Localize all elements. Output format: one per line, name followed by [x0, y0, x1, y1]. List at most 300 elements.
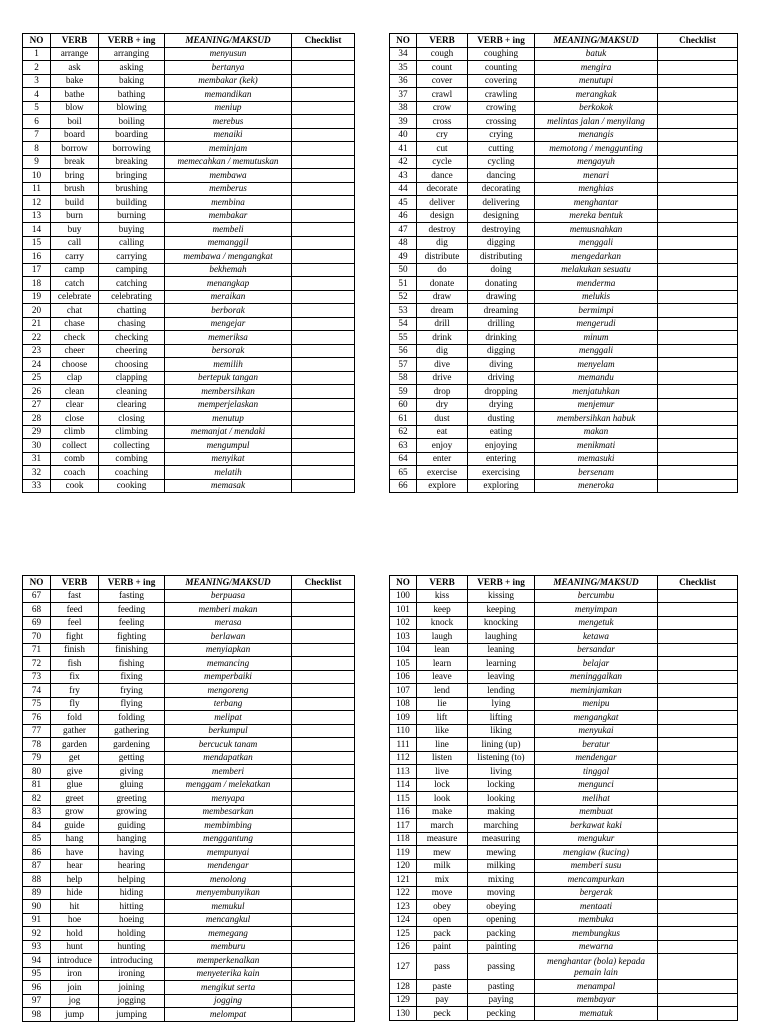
- row-number: 50: [390, 263, 417, 277]
- checklist-cell[interactable]: [658, 643, 738, 657]
- table-body: [23, 589, 355, 1021]
- verb-cell: move: [417, 886, 468, 900]
- verb-cell: camp: [51, 263, 99, 277]
- verb-ing-cell: digging: [468, 344, 535, 358]
- row-number: 61: [390, 412, 417, 426]
- checklist-cell[interactable]: [292, 967, 355, 981]
- checklist-cell[interactable]: [292, 358, 355, 372]
- verb-cell: drink: [417, 331, 468, 345]
- meaning-cell: memukul: [165, 900, 292, 914]
- checklist-cell[interactable]: [292, 209, 355, 223]
- meaning-cell: mengikut serta: [165, 981, 292, 995]
- verb-cell: pass: [417, 954, 468, 980]
- checklist-cell[interactable]: [658, 873, 738, 887]
- table-row: [390, 425, 738, 439]
- meaning-cell: memperbaiki: [165, 670, 292, 684]
- row-number: 31: [23, 452, 51, 466]
- checklist-cell[interactable]: [658, 439, 738, 453]
- checklist-cell[interactable]: [292, 331, 355, 345]
- verb-ing-cell: fixing: [99, 670, 165, 684]
- row-number: 54: [390, 317, 417, 331]
- header-verb: VERB: [51, 576, 99, 590]
- checklist-cell[interactable]: [292, 765, 355, 779]
- table-row: [23, 398, 355, 412]
- row-number: 118: [390, 832, 417, 846]
- meaning-cell: membersihkan habuk: [535, 412, 658, 426]
- checklist-cell[interactable]: [658, 344, 738, 358]
- checklist-cell[interactable]: [292, 886, 355, 900]
- row-number: 4: [23, 88, 51, 102]
- checklist-cell[interactable]: [292, 630, 355, 644]
- verb-ing-cell: gardening: [99, 738, 165, 752]
- checklist-cell[interactable]: [292, 927, 355, 941]
- checklist-cell[interactable]: [292, 711, 355, 725]
- verb-cell: fix: [51, 670, 99, 684]
- checklist-cell[interactable]: [658, 832, 738, 846]
- header-verb-ing: VERB + ing: [99, 34, 165, 48]
- verb-ing-cell: crying: [468, 128, 535, 142]
- verb-ing-cell: fishing: [99, 657, 165, 671]
- checklist-cell[interactable]: [292, 385, 355, 399]
- row-number: 16: [23, 250, 51, 264]
- checklist-cell[interactable]: [292, 317, 355, 331]
- table-row: [23, 196, 355, 210]
- verb-ing-cell: calling: [99, 236, 165, 250]
- row-number: 1: [23, 47, 51, 61]
- checklist-cell[interactable]: [658, 412, 738, 426]
- meaning-cell: meneroka: [535, 479, 658, 493]
- checklist-cell[interactable]: [292, 196, 355, 210]
- checklist-cell[interactable]: [292, 452, 355, 466]
- table-row: [390, 61, 738, 75]
- row-number: 43: [390, 169, 417, 183]
- meaning-cell: mengetuk: [535, 616, 658, 630]
- table-row: [23, 886, 355, 900]
- meaning-cell: memotong / menggunting: [535, 142, 658, 156]
- checklist-cell[interactable]: [658, 993, 738, 1007]
- checklist-cell[interactable]: [658, 371, 738, 385]
- checklist-cell[interactable]: [292, 616, 355, 630]
- checklist-cell[interactable]: [292, 832, 355, 846]
- table-row: [390, 738, 738, 752]
- verb-ing-cell: holding: [99, 927, 165, 941]
- checklist-cell[interactable]: [292, 115, 355, 129]
- verb-cell: iron: [51, 967, 99, 981]
- checklist-cell[interactable]: [658, 61, 738, 75]
- verb-ing-cell: donating: [468, 277, 535, 291]
- verb-ing-cell: celebrating: [99, 290, 165, 304]
- checklist-cell[interactable]: [292, 466, 355, 480]
- verb-cell: design: [417, 209, 468, 223]
- table-row: [390, 778, 738, 792]
- verb-cell: pack: [417, 927, 468, 941]
- table-row: [23, 371, 355, 385]
- verb-ing-cell: drilling: [468, 317, 535, 331]
- meaning-cell: mencangkul: [165, 913, 292, 927]
- checklist-cell[interactable]: [292, 913, 355, 927]
- checklist-cell[interactable]: [658, 913, 738, 927]
- checklist-cell[interactable]: [658, 182, 738, 196]
- checklist-cell[interactable]: [292, 778, 355, 792]
- table-row: [390, 182, 738, 196]
- checklist-cell[interactable]: [658, 263, 738, 277]
- checklist-cell[interactable]: [658, 657, 738, 671]
- checklist-cell[interactable]: [658, 277, 738, 291]
- checklist-cell[interactable]: [292, 873, 355, 887]
- row-number: 119: [390, 846, 417, 860]
- row-number: 109: [390, 711, 417, 725]
- verb-cell: hunt: [51, 940, 99, 954]
- header-checklist: Checklist: [292, 576, 355, 590]
- meaning-cell: jogging: [165, 994, 292, 1008]
- row-number: 68: [23, 603, 51, 617]
- checklist-cell[interactable]: [292, 900, 355, 914]
- checklist-cell[interactable]: [658, 846, 738, 860]
- checklist-cell[interactable]: [292, 805, 355, 819]
- checklist-cell[interactable]: [292, 263, 355, 277]
- verb-ing-cell: chatting: [99, 304, 165, 318]
- row-number: 111: [390, 738, 417, 752]
- verb-cell: cheer: [51, 344, 99, 358]
- checklist-cell[interactable]: [658, 819, 738, 833]
- checklist-cell[interactable]: [292, 940, 355, 954]
- table-row: [390, 913, 738, 927]
- checklist-cell[interactable]: [292, 981, 355, 995]
- meaning-cell: memusnahkan: [535, 223, 658, 237]
- checklist-cell[interactable]: [658, 778, 738, 792]
- checklist-cell[interactable]: [658, 792, 738, 806]
- table-row: [23, 657, 355, 671]
- meaning-cell: meninggalkan: [535, 670, 658, 684]
- checklist-cell[interactable]: [658, 697, 738, 711]
- checklist-cell[interactable]: [292, 1008, 355, 1022]
- checklist-cell[interactable]: [658, 900, 738, 914]
- header-meaning: MEANING/MAKSUD: [165, 34, 292, 48]
- checklist-cell[interactable]: [292, 697, 355, 711]
- checklist-cell[interactable]: [292, 61, 355, 75]
- checklist-cell[interactable]: [292, 439, 355, 453]
- checklist-cell[interactable]: [292, 290, 355, 304]
- checklist-cell[interactable]: [292, 250, 355, 264]
- verb-ing-cell: hiding: [99, 886, 165, 900]
- table-row: [23, 209, 355, 223]
- verb-ing-cell: coaching: [99, 466, 165, 480]
- checklist-cell[interactable]: [292, 684, 355, 698]
- checklist-cell[interactable]: [658, 940, 738, 954]
- verb-ing-cell: guiding: [99, 819, 165, 833]
- checklist-cell[interactable]: [658, 223, 738, 237]
- checklist-cell[interactable]: [658, 616, 738, 630]
- checklist-cell[interactable]: [292, 371, 355, 385]
- checklist-cell[interactable]: [658, 385, 738, 399]
- checklist-cell[interactable]: [658, 684, 738, 698]
- checklist-cell[interactable]: [658, 589, 738, 603]
- verb-ing-cell: fighting: [99, 630, 165, 644]
- meaning-cell: menyusun: [165, 47, 292, 61]
- checklist-cell[interactable]: [658, 88, 738, 102]
- verb-cell: exercise: [417, 466, 468, 480]
- checklist-cell[interactable]: [658, 738, 738, 752]
- checklist-cell[interactable]: [658, 980, 738, 994]
- meaning-cell: mencampurkan: [535, 873, 658, 887]
- checklist-cell[interactable]: [658, 398, 738, 412]
- checklist-cell[interactable]: [658, 128, 738, 142]
- checklist-cell[interactable]: [292, 738, 355, 752]
- checklist-cell[interactable]: [292, 155, 355, 169]
- verb-ing-cell: jogging: [99, 994, 165, 1008]
- checklist-cell[interactable]: [292, 751, 355, 765]
- checklist-cell[interactable]: [658, 630, 738, 644]
- verb-cell: collect: [51, 439, 99, 453]
- checklist-cell[interactable]: [658, 169, 738, 183]
- row-number: 17: [23, 263, 51, 277]
- verb-ing-cell: hoeing: [99, 913, 165, 927]
- table-row: [23, 385, 355, 399]
- checklist-cell[interactable]: [658, 452, 738, 466]
- checklist-cell[interactable]: [292, 304, 355, 318]
- checklist-cell[interactable]: [658, 304, 738, 318]
- checklist-cell[interactable]: [292, 47, 355, 61]
- checklist-cell[interactable]: [292, 169, 355, 183]
- table-row: [23, 466, 355, 480]
- checklist-cell[interactable]: [292, 954, 355, 968]
- checklist-cell[interactable]: [658, 290, 738, 304]
- row-number: 64: [390, 452, 417, 466]
- checklist-cell[interactable]: [658, 711, 738, 725]
- checklist-cell[interactable]: [292, 88, 355, 102]
- verb-ing-cell: greeting: [99, 792, 165, 806]
- checklist-cell[interactable]: [658, 331, 738, 345]
- verb-cell: destroy: [417, 223, 468, 237]
- meaning-cell: membawa / mengangkat: [165, 250, 292, 264]
- checklist-cell[interactable]: [292, 603, 355, 617]
- verb-ing-cell: coughing: [468, 47, 535, 61]
- row-number: 28: [23, 412, 51, 426]
- verb-ing-cell: closing: [99, 412, 165, 426]
- checklist-cell[interactable]: [292, 859, 355, 873]
- checklist-cell[interactable]: [658, 1007, 738, 1021]
- table-row: [390, 954, 738, 980]
- verb-ing-cell: arranging: [99, 47, 165, 61]
- verb-ing-cell: cutting: [468, 142, 535, 156]
- meaning-cell: bermimpi: [535, 304, 658, 318]
- checklist-cell[interactable]: [292, 994, 355, 1008]
- verb-cell: feel: [51, 616, 99, 630]
- row-number: 25: [23, 371, 51, 385]
- checklist-cell[interactable]: [292, 670, 355, 684]
- verb-ing-cell: milking: [468, 859, 535, 873]
- checklist-cell[interactable]: [292, 101, 355, 115]
- checklist-cell[interactable]: [658, 209, 738, 223]
- table-row: [390, 304, 738, 318]
- verb-cell: lock: [417, 778, 468, 792]
- verb-ing-cell: helping: [99, 873, 165, 887]
- verb-ing-cell: lifting: [468, 711, 535, 725]
- checklist-cell[interactable]: [292, 142, 355, 156]
- checklist-cell[interactable]: [292, 128, 355, 142]
- verb-cell: cry: [417, 128, 468, 142]
- verb-ing-cell: feeding: [99, 603, 165, 617]
- row-number: 33: [23, 479, 51, 493]
- checklist-cell[interactable]: [658, 603, 738, 617]
- table-header-row: [390, 576, 738, 590]
- verb-ing-cell: making: [468, 805, 535, 819]
- meaning-cell: melipat: [165, 711, 292, 725]
- verb-ing-cell: counting: [468, 61, 535, 75]
- table-row: [23, 412, 355, 426]
- verb-cell: hang: [51, 832, 99, 846]
- verb-cell: gather: [51, 724, 99, 738]
- verb-ing-cell: passing: [468, 954, 535, 980]
- meaning-cell: menolong: [165, 873, 292, 887]
- verb-cell: celebrate: [51, 290, 99, 304]
- table-row: [390, 993, 738, 1007]
- row-number: 22: [23, 331, 51, 345]
- checklist-cell[interactable]: [292, 792, 355, 806]
- meaning-cell: menyelam: [535, 358, 658, 372]
- meaning-cell: mengumpul: [165, 439, 292, 453]
- checklist-cell[interactable]: [292, 819, 355, 833]
- verb-ing-cell: paying: [468, 993, 535, 1007]
- row-number: 113: [390, 765, 417, 779]
- verb-cell: chase: [51, 317, 99, 331]
- checklist-cell[interactable]: [292, 398, 355, 412]
- checklist-cell[interactable]: [292, 182, 355, 196]
- meaning-cell: mendengar: [535, 751, 658, 765]
- checklist-cell[interactable]: [658, 358, 738, 372]
- verb-cell: bake: [51, 74, 99, 88]
- table-row: [390, 74, 738, 88]
- row-number: 34: [390, 47, 417, 61]
- checklist-cell[interactable]: [658, 765, 738, 779]
- checklist-cell[interactable]: [658, 886, 738, 900]
- table-row: [23, 1008, 355, 1022]
- meaning-cell: berpuasa: [165, 589, 292, 603]
- verb-cell: measure: [417, 832, 468, 846]
- verb-cell: laugh: [417, 630, 468, 644]
- checklist-cell[interactable]: [658, 859, 738, 873]
- checklist-cell[interactable]: [292, 643, 355, 657]
- checklist-cell[interactable]: [658, 479, 738, 493]
- header-no: NO: [23, 34, 51, 48]
- row-number: 39: [390, 115, 417, 129]
- table-row: [23, 711, 355, 725]
- checklist-cell[interactable]: [658, 74, 738, 88]
- checklist-cell[interactable]: [658, 115, 738, 129]
- verb-cell: mix: [417, 873, 468, 887]
- meaning-cell: mengejar: [165, 317, 292, 331]
- table-row: [23, 913, 355, 927]
- verb-ing-cell: lending: [468, 684, 535, 698]
- checklist-cell[interactable]: [292, 277, 355, 291]
- checklist-cell[interactable]: [658, 250, 738, 264]
- verb-cell: hide: [51, 886, 99, 900]
- checklist-cell[interactable]: [658, 805, 738, 819]
- row-number: 10: [23, 169, 51, 183]
- verb-ing-cell: knocking: [468, 616, 535, 630]
- row-number: 110: [390, 724, 417, 738]
- checklist-cell[interactable]: [292, 846, 355, 860]
- checklist-cell[interactable]: [292, 344, 355, 358]
- verb-cell: eat: [417, 425, 468, 439]
- verb-ing-cell: distributing: [468, 250, 535, 264]
- checklist-cell[interactable]: [292, 724, 355, 738]
- table-row: [23, 670, 355, 684]
- meaning-cell: melihat: [535, 792, 658, 806]
- verb-cell: cross: [417, 115, 468, 129]
- table-row: [390, 873, 738, 887]
- verb-ing-cell: lying: [468, 697, 535, 711]
- row-number: 105: [390, 657, 417, 671]
- checklist-cell[interactable]: [658, 47, 738, 61]
- table-header-row: [390, 34, 738, 48]
- verb-cell: dust: [417, 412, 468, 426]
- checklist-cell[interactable]: [658, 155, 738, 169]
- verb-cell: board: [51, 128, 99, 142]
- checklist-cell[interactable]: [658, 954, 738, 980]
- checklist-cell[interactable]: [292, 425, 355, 439]
- verb-cell: brush: [51, 182, 99, 196]
- checklist-cell[interactable]: [658, 196, 738, 210]
- checklist-cell[interactable]: [658, 142, 738, 156]
- meaning-cell: memburu: [165, 940, 292, 954]
- verb-cell: chat: [51, 304, 99, 318]
- checklist-cell[interactable]: [658, 101, 738, 115]
- row-number: 123: [390, 900, 417, 914]
- checklist-cell[interactable]: [292, 589, 355, 603]
- checklist-cell[interactable]: [292, 657, 355, 671]
- meaning-cell: mematuk: [535, 1007, 658, 1021]
- checklist-cell[interactable]: [292, 223, 355, 237]
- meaning-cell: memanggil: [165, 236, 292, 250]
- meaning-cell: mengerudi: [535, 317, 658, 331]
- checklist-cell[interactable]: [658, 927, 738, 941]
- verb-ing-cell: giving: [99, 765, 165, 779]
- row-number: 75: [23, 697, 51, 711]
- verb-ing-cell: exercising: [468, 466, 535, 480]
- header-verb-ing: VERB + ing: [468, 34, 535, 48]
- table-row: [23, 724, 355, 738]
- table-row: [390, 290, 738, 304]
- checklist-cell[interactable]: [658, 466, 738, 480]
- table-row: [23, 47, 355, 61]
- row-number: 48: [390, 236, 417, 250]
- checklist-cell[interactable]: [658, 724, 738, 738]
- meaning-cell: bersandar: [535, 643, 658, 657]
- meaning-cell: berkumpul: [165, 724, 292, 738]
- verb-cell: lie: [417, 697, 468, 711]
- verb-cell: jump: [51, 1008, 99, 1022]
- checklist-cell[interactable]: [658, 425, 738, 439]
- checklist-cell[interactable]: [292, 412, 355, 426]
- checklist-cell[interactable]: [658, 670, 738, 684]
- verb-cell: boil: [51, 115, 99, 129]
- meaning-cell: menggam / melekatkan: [165, 778, 292, 792]
- verb-ing-cell: enjoying: [468, 439, 535, 453]
- checklist-cell[interactable]: [658, 751, 738, 765]
- row-number: 83: [23, 805, 51, 819]
- verb-cell: distribute: [417, 250, 468, 264]
- checklist-cell[interactable]: [292, 74, 355, 88]
- header-meaning: MEANING/MAKSUD: [535, 34, 658, 48]
- checklist-cell[interactable]: [292, 236, 355, 250]
- checklist-cell[interactable]: [658, 317, 738, 331]
- checklist-cell[interactable]: [292, 479, 355, 493]
- verb-ing-cell: drinking: [468, 331, 535, 345]
- verb-ing-cell: building: [99, 196, 165, 210]
- table-row: [23, 358, 355, 372]
- checklist-cell[interactable]: [658, 236, 738, 250]
